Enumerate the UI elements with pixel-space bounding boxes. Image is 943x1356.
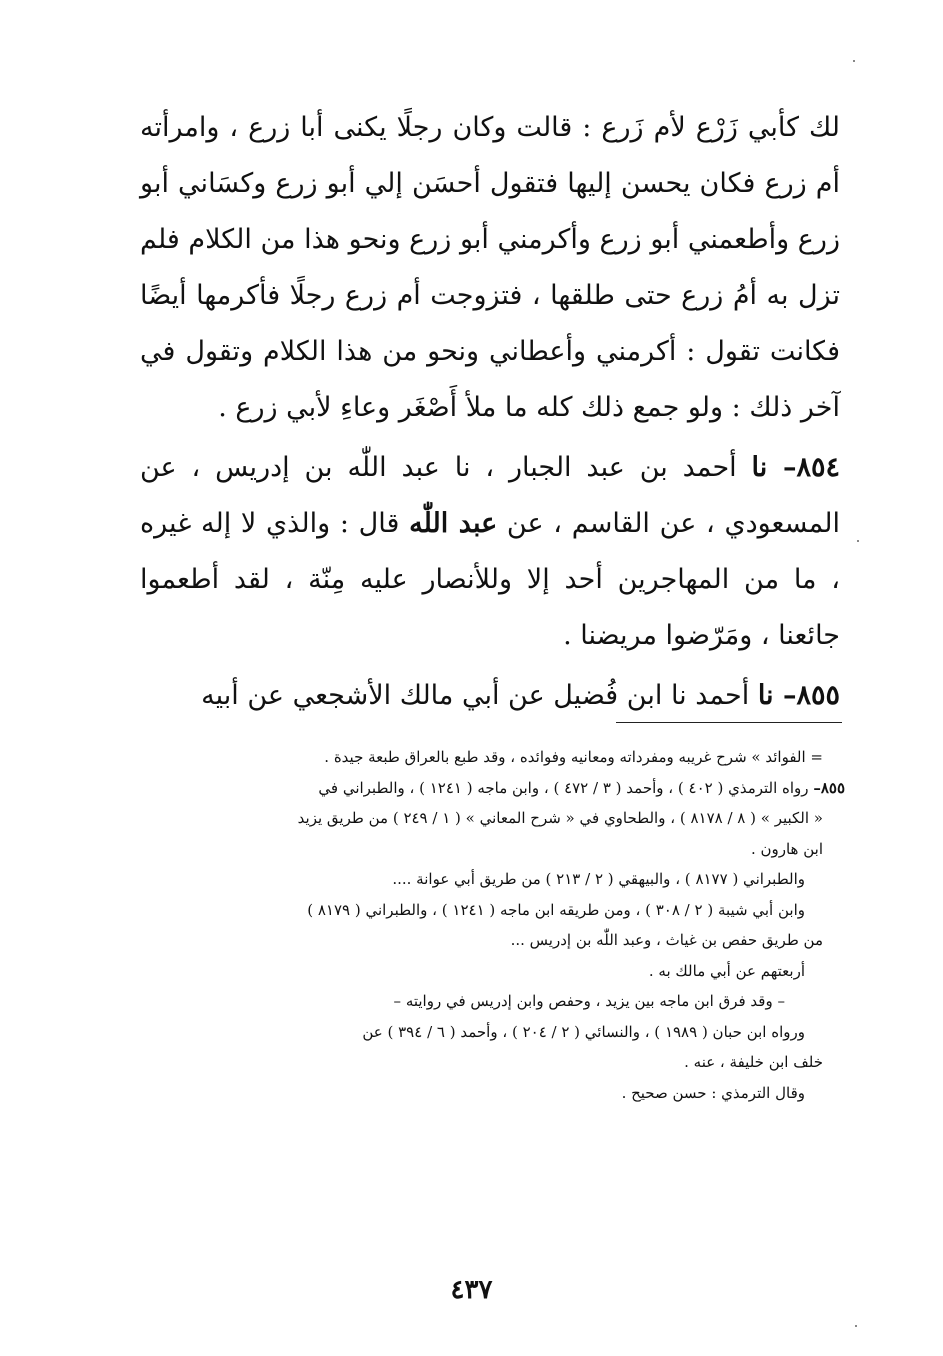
- footnote-line: – وقد فرق ابن ماجه بين يزيد ، وحفص وابن إدريس في روايته –: [393, 992, 785, 1010]
- footnote-line: والطبراني ( ٨١٧٧ ) ، والبيهقي ( ٢ / ٢١٣ ) من طريق أبي عوانة ....: [392, 870, 805, 888]
- page-number: ٤٣٧: [450, 1275, 493, 1305]
- footnote-divider: [616, 722, 842, 723]
- footnote-line: = الفوائد » شرح غريبه ومفرداته ومعانيه وفوائده ، وقد طبع بالعراق طبعة جيدة .: [324, 748, 823, 766]
- hadith-number-854: ٨٥٤– نا: [751, 452, 840, 483]
- paragraph-umm-zar: لك كأبي زَرْع لأم زَرع : قالت وكان رجلًا يكنى أبا زرع ، وامرأته أم زرع فكان يحسن إليها فتقول أحسَن إلي أبو زرع وكسَاني أبو زرع وأطعمني أبو زرع وأكرمني أبو زرع ونحو هذا من الكلام فلم تزل به أمُ زرع حتى طلقها ، فتزوجت أم زرع رجلًا فأكرمها أيضًا فكانت تقول : أكرمني وأعطاني ونحو من هذا الكلام وتقول في آخر ذلك : ولو جمع ذلك كله ما ملأ أَصْغَر وعاءِ لأبي زرع .: [140, 112, 840, 423]
- scan-speck: [855, 1325, 857, 1327]
- main-text: [140, 100, 840, 724]
- footnote-line: [140, 773, 845, 804]
- footnote-line: أربعتهم عن أبي مالك به .: [648, 961, 805, 980]
- footnote-line: « الكبير » ( ٨ / ٨١٧٨ ) ، والطحاوي في « شرح المعاني » ( ١ / ٢٤٩ ) من طريق يزيد: [297, 809, 823, 827]
- footnote-text: رواه الترمذي ( ٤٠٢ ) ، وأحمد ( ٣ / ٤٧٢ ) ، وابن ماجه ( ١٢٤١ ) ، والطبراني في: [318, 778, 814, 797]
- scan-speck: [857, 540, 859, 542]
- footnote-line: وقال الترمذي : حسن صحيح .: [621, 1083, 805, 1102]
- footnote-line: وابن أبي شيبة ( ٢ / ٣٠٨ ) ، ومن طريقه ابن ماجه ( ١٢٤١ ) ، والطبراني ( ٨١٧٩ ): [307, 900, 805, 919]
- footnote-number-855: ٨٥٥–: [813, 778, 845, 797]
- footnote-line: خلف ابن خليفة ، عنه .: [684, 1053, 823, 1071]
- hadith-854: [140, 440, 840, 664]
- footnote-line: من طريق حفص بن غياث ، وعبد اللّٰه بن إدريس ...: [510, 931, 823, 949]
- hadith-854-bold-name: عبد اللّٰه: [409, 508, 498, 539]
- hadith-855-text: أحمد نا ابن فُضيل عن أبي مالك الأشجعي عن أبيه: [201, 680, 758, 711]
- hadith-854-text-2: قال : والذي لا إله غيره ، ما من المهاجرين أحد إلا وللأنصار عليه مِنّة ، لقد أطعموا جائعنا ، ومَرّضوا مريضنا .: [140, 508, 840, 651]
- hadith-855: [140, 668, 840, 724]
- hadith-number-855: ٨٥٥– نا: [757, 680, 840, 711]
- footnotes: [140, 742, 845, 1108]
- footnote-line: ابن هارون .: [750, 839, 823, 858]
- hadith-854-text-1: أحمد بن عبد الجبار ، نا عبد اللّٰه بن إدريس ، عن المسعودي ، عن القاسم ، عن: [140, 452, 841, 539]
- scan-speck: [853, 60, 855, 62]
- footnote-line: ورواه ابن حبان ( ١٩٨٩ ) ، والنسائي ( ٢ / ٢٠٤ ) ، وأحمد ( ٦ / ٣٩٤ ) عن: [362, 1022, 805, 1041]
